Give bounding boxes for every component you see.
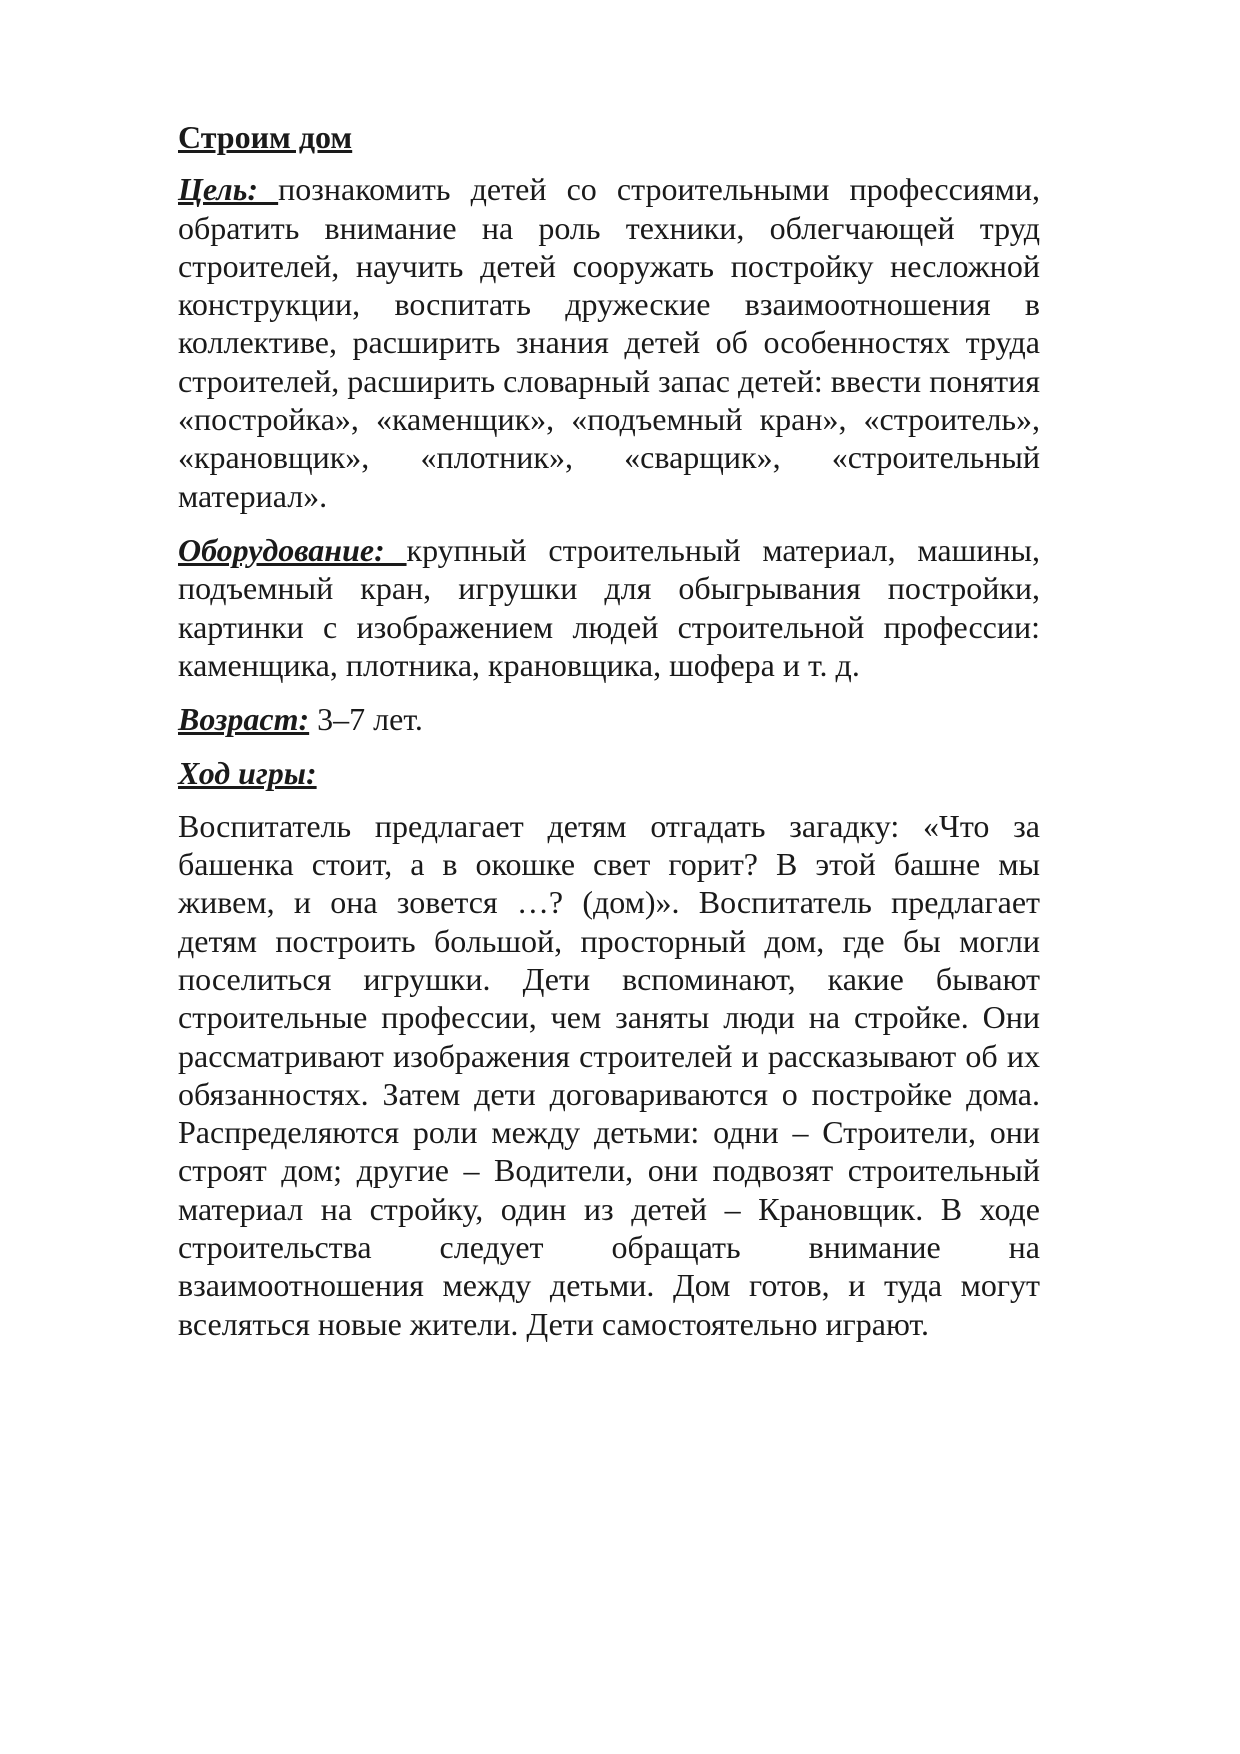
goal-label: Цель: <box>178 171 279 208</box>
goal-paragraph <box>178 170 1040 515</box>
age-label: Возраст: <box>178 701 310 738</box>
age-text: 3–7 лет. <box>309 701 423 738</box>
equipment-label: Оборудование: <box>178 531 407 568</box>
age-paragraph <box>178 700 1040 738</box>
goal-text: познакомить детей со строительными профессиями, обратить внимание на роль техники, облегчающей труд строителей, научить детей сооружать постройку несложной конструкции, воспитать дружеские взаимоотношения в коллективе, расширить знания детей об особенностях труда строителей, расширить словарный запас детей: ввести понятия «постройка», «каменщик», «подъемный кран», «строитель», «крановщик», «плотник», «сварщик», «строительный материал». <box>178 171 1040 514</box>
equipment-paragraph <box>178 531 1040 684</box>
document-page <box>178 118 1040 1359</box>
equipment-text: крупный строительный материал, машины, подъемный кран, игрушки для обыгрывания постройки, картинки с изображением людей строительной профессии: каменщика, плотника, крановщика, шофера и т. д. <box>178 531 1041 683</box>
document-title: Строим дом <box>178 119 353 155</box>
course-heading <box>178 754 1040 792</box>
course-label: Ход игры: <box>178 755 317 792</box>
course-paragraph: Воспитатель предлагает детям отгадать загадку: «Что за башенка стоит, а в окошке свет горит? В этой башне мы живем, и она зовется …? (дом)». Воспитатель предлагает детям построить большой, просторный дом, где бы могли поселиться игрушки. Дети вспоминают, какие бывают строительные профессии, чем заняты люди на стройке. Они рассматривают изображения строителей и рассказывают об их обязанностях. Затем дети договариваются о постройке дома. Распределяются роли между детьми: одни – Строители, они строят дом; другие – Водители, они подвозят строительный материал на стройку, один из детей – Крановщик. В ходе строительства следует обращать внимание на взаимоотношения между детьми. Дом готов, и туда могут вселяться новые жители. Дети самостоятельно играют. <box>178 807 1040 1342</box>
